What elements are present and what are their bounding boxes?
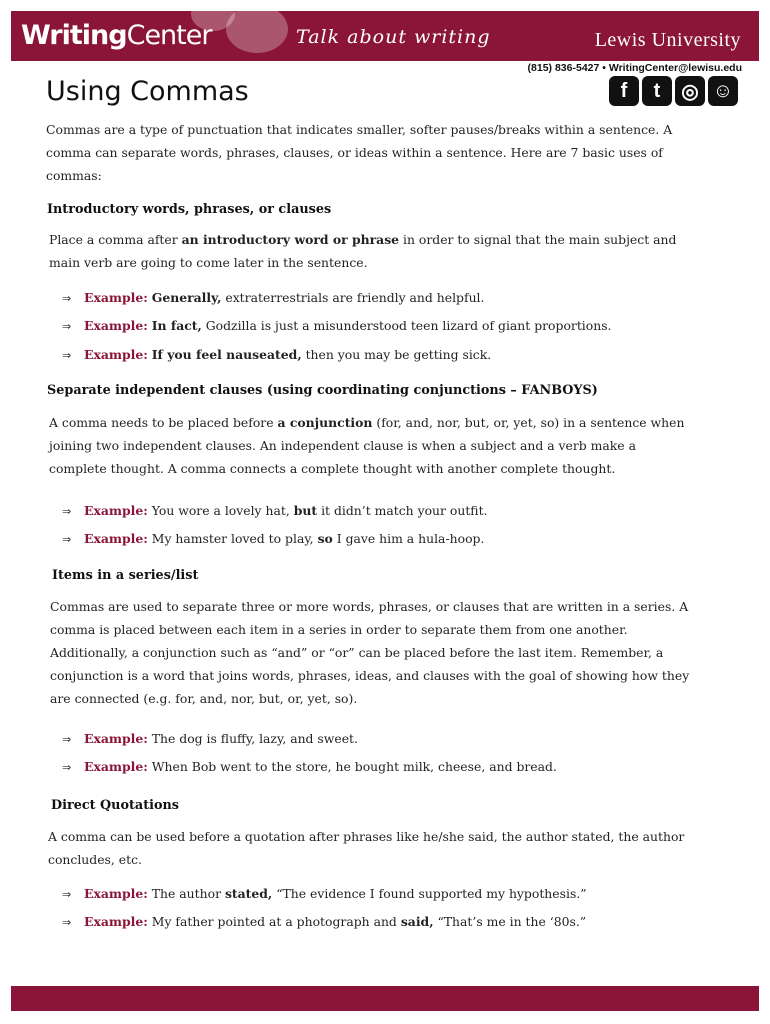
example-item: ⇒ Example: In fact, Godzilla is just a misunderstood teen lizard of giant proportions. (62, 318, 612, 333)
arrow-right-icon: ⇒ (62, 761, 72, 774)
tagline: Talk about writing (296, 26, 491, 48)
section-heading-independent: Separate independent clauses (using coordinating conjunctions – FANBOYS) (47, 383, 598, 398)
section-heading-series: Items in a series/list (52, 568, 199, 583)
arrow-right-icon: ⇒ (62, 888, 72, 901)
arrow-right-icon: ⇒ (62, 292, 72, 305)
writing-center-logo: WritingCenter (21, 20, 212, 51)
snapchat-icon[interactable]: ☺ (708, 76, 738, 106)
instagram-icon[interactable]: ◎ (675, 76, 705, 106)
section-heading-quotations: Direct Quotations (51, 798, 180, 813)
university-logo: Lewis University (594, 29, 741, 51)
section-body-introductory: Place a comma after an introductory word or phrase in order to signal that the main subject and main verb are going to come later in the sentence. (49, 232, 677, 270)
social-icons (609, 76, 738, 106)
arrow-right-icon: ⇒ (62, 349, 72, 362)
facebook-icon[interactable]: f (609, 76, 639, 106)
header-banner (11, 11, 759, 61)
example-item: ⇒ Example: When Bob went to the store, he bought milk, cheese, and bread. (62, 759, 557, 774)
example-item: ⇒ Example: My father pointed at a photograph and said, “That’s me in the ‘80s.” (62, 914, 587, 929)
section-heading-introductory: Introductory words, phrases, or clauses (47, 202, 332, 217)
section-body-series: Commas are used to separate three or more words, phrases, or clauses that are written in a series. A comma is placed between each item in a series in order to separate them from one another. Additionally, a conjunction such as “and” or “or” can be placed before the last item. Remember, a conjunction is a word that joins words, phrases, ideas, and clauses with the goal of showing how they are connected (e.g. for, and, nor, but, or, yet, so). (50, 599, 690, 706)
arrow-right-icon: ⇒ (62, 533, 72, 546)
example-item: ⇒ Example: Generally, extraterrestrials are friendly and helpful. (62, 290, 485, 305)
example-item: ⇒ Example: If you feel nauseated, then you may be getting sick. (62, 347, 492, 362)
example-item: ⇒ Example: The author stated, “The evidence I found supported my hypothesis.” (62, 886, 587, 901)
speech-bubble-icon (226, 11, 288, 53)
arrow-right-icon: ⇒ (62, 733, 72, 746)
example-item: ⇒ Example: My hamster loved to play, so I gave him a hula-hoop. (62, 531, 485, 546)
arrow-right-icon: ⇒ (62, 505, 72, 518)
arrow-right-icon: ⇒ (62, 320, 72, 333)
example-item: ⇒ Example: You wore a lovely hat, but it didn’t match your outfit. (62, 503, 488, 518)
contact-info: (815) 836-5427 • WritingCenter@lewisu.edu (527, 62, 742, 74)
section-body-independent: A comma needs to be placed before a conjunction (for, and, nor, but, or, yet, so) in a sentence when joining two independent clauses. An independent clause is when a subject and a verb make a complete thought. A comma connects a complete thought with another complete thought. (49, 415, 685, 476)
footer-bar (11, 986, 759, 1011)
page-title: Using Commas (46, 76, 249, 107)
section-body-quotations: A comma can be used before a quotation after phrases like he/she said, the author stated, the author concludes, etc. (48, 829, 685, 867)
arrow-right-icon: ⇒ (62, 916, 72, 929)
twitter-icon[interactable]: t (642, 76, 672, 106)
example-item: ⇒ Example: The dog is fluffy, lazy, and sweet. (62, 731, 358, 746)
intro-paragraph: Commas are a type of punctuation that indicates smaller, softer pauses/breaks within a sentence. A comma can separate words, phrases, clauses, or ideas within a sentence. Here are 7 basic uses of commas: (46, 122, 673, 183)
